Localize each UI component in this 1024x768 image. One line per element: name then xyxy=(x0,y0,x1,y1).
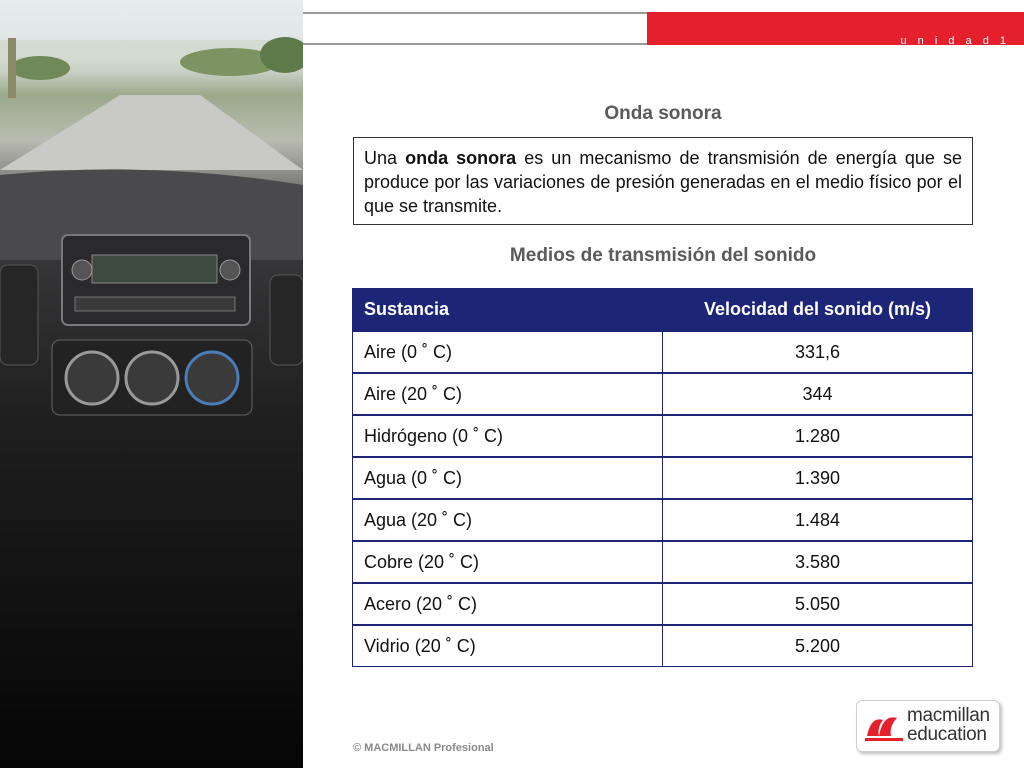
definition-text-end: es un mecanismo de transmisión de energía que se produce por las variaciones de presión generadas en el medio físico por el que se transmite. xyxy=(364,148,962,216)
substance-cell: Aire (20 ˚ C) xyxy=(353,373,663,415)
substance-cell: Agua (0 ˚ C) xyxy=(353,457,663,499)
table-row xyxy=(353,373,973,415)
substance-cell: Aire (0 ˚ C) xyxy=(353,331,663,373)
sound-speed-table xyxy=(352,288,973,667)
column-header-substance: Sustancia xyxy=(353,289,663,332)
dashboard-photo xyxy=(0,0,303,768)
section-title-medios: Medios de transmisión del sonido xyxy=(509,245,817,266)
copyright-footer: © MACMILLAN Profesional xyxy=(353,742,494,754)
table-row xyxy=(353,541,973,583)
table-row xyxy=(353,331,973,373)
definition-bold-term: onda sonora xyxy=(405,148,517,168)
definition-box xyxy=(353,137,973,225)
speed-cell: 5.200 xyxy=(663,625,973,667)
speed-cell: 344 xyxy=(663,373,973,415)
table-row xyxy=(353,415,973,457)
speed-cell: 1.484 xyxy=(663,499,973,541)
substance-cell: Acero (20 ˚ C) xyxy=(353,583,663,625)
substance-cell: Agua (20 ˚ C) xyxy=(353,499,663,541)
table-row xyxy=(353,457,973,499)
table-header-row xyxy=(353,289,973,332)
speed-cell: 3.580 xyxy=(663,541,973,583)
substance-cell: Hidrógeno (0 ˚ C) xyxy=(353,415,663,457)
logo-text-education: education xyxy=(907,724,987,745)
substance-cell: Cobre (20 ˚ C) xyxy=(353,541,663,583)
top-bar-line xyxy=(303,12,648,14)
substance-cell: Vidrio (20 ˚ C) xyxy=(353,625,663,667)
column-header-speed: Velocidad del sonido (m/s) xyxy=(663,289,973,332)
macmillan-logo xyxy=(856,700,1000,752)
macmillan-flame-icon xyxy=(863,706,907,746)
unit-banner xyxy=(647,12,1024,45)
table-row xyxy=(353,499,973,541)
table-row xyxy=(353,625,973,667)
speed-cell: 5.050 xyxy=(663,583,973,625)
speed-cell: 1.390 xyxy=(663,457,973,499)
top-bar-line-bottom xyxy=(303,43,648,45)
section-title-onda-sonora: Onda sonora xyxy=(604,103,722,124)
speed-cell: 331,6 xyxy=(663,331,973,373)
unit-label: u n i d a d 1 xyxy=(900,35,1010,47)
logo-text-macmillan: macmillan xyxy=(907,705,990,726)
speed-cell: 1.280 xyxy=(663,415,973,457)
definition-text-start: Una xyxy=(364,148,406,168)
table-row xyxy=(353,583,973,625)
